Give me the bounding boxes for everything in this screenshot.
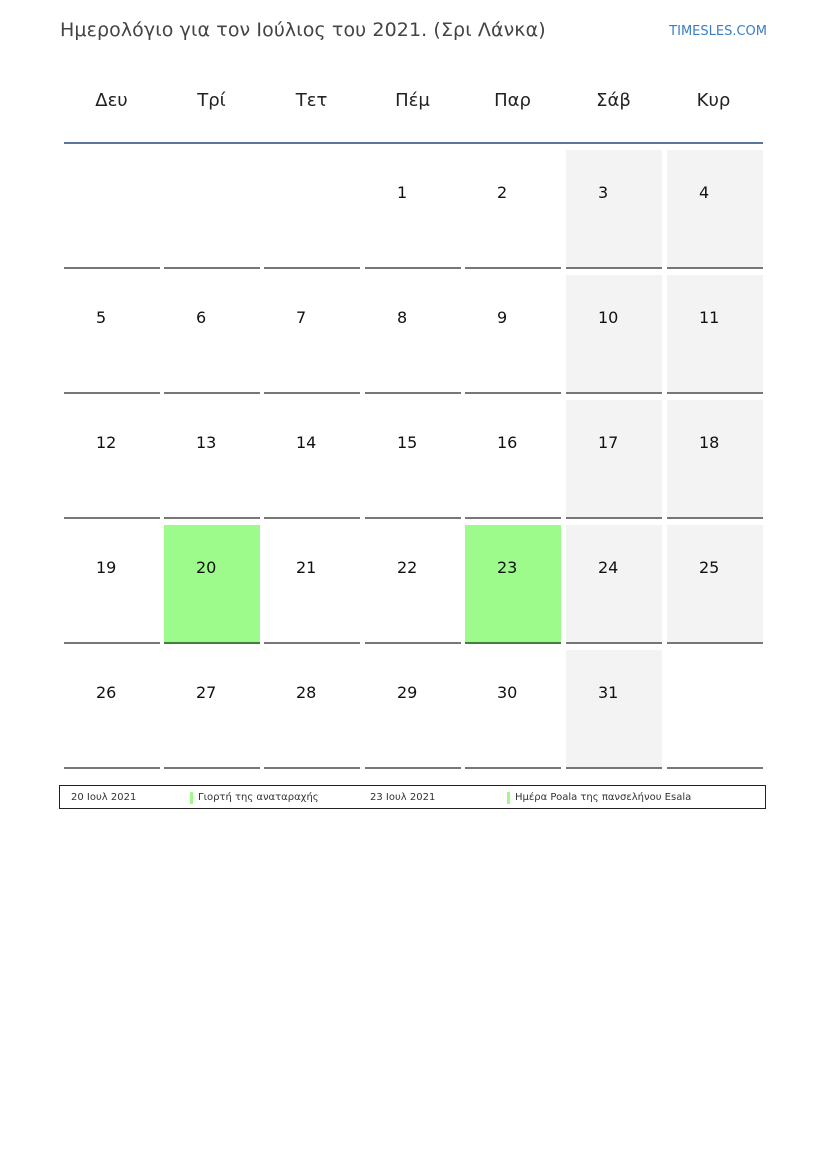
legend-date: 23 Ιουλ 2021 <box>370 792 436 803</box>
calendar-day-cell <box>667 275 763 394</box>
calendar-day-cell <box>64 275 160 394</box>
header-divider <box>64 142 763 144</box>
holiday-color-marker <box>190 792 193 804</box>
legend-holiday-name <box>507 792 691 803</box>
calendar-day-cell <box>264 275 360 394</box>
day-number: 2 <box>497 183 508 202</box>
day-number: 28 <box>296 683 317 702</box>
weekday-label: Πέμ <box>395 90 430 111</box>
calendar-day-cell <box>465 525 561 644</box>
calendar-day-cell <box>264 525 360 644</box>
day-number: 1 <box>397 183 408 202</box>
calendar-day-cell <box>566 275 662 394</box>
calendar-day-cell <box>667 150 763 269</box>
calendar-day-cell <box>667 525 763 644</box>
holiday-color-marker <box>507 792 510 804</box>
calendar-day-cell <box>64 650 160 769</box>
day-number: 31 <box>598 683 619 702</box>
legend-holiday-name <box>190 792 319 803</box>
calendar-grid <box>64 150 763 770</box>
legend-name-text: Ημέρα Poala της πανσελήνου Esala <box>515 792 692 803</box>
day-number: 4 <box>699 183 710 202</box>
day-number: 11 <box>699 308 720 327</box>
day-number: 25 <box>699 558 720 577</box>
day-number: 15 <box>397 433 418 452</box>
day-number: 9 <box>497 308 508 327</box>
calendar-day-cell <box>365 650 461 769</box>
calendar-day-cell <box>264 400 360 519</box>
calendar-day-cell <box>365 525 461 644</box>
day-number: 8 <box>397 308 408 327</box>
day-number: 18 <box>699 433 720 452</box>
calendar-day-cell <box>465 650 561 769</box>
day-number: 26 <box>96 683 117 702</box>
weekday-label: Κυρ <box>696 90 731 111</box>
calendar-day-cell <box>465 150 561 269</box>
day-number: 21 <box>296 558 317 577</box>
calendar-day-cell <box>566 400 662 519</box>
calendar-day-cell <box>164 400 260 519</box>
calendar-day-cell <box>64 400 160 519</box>
day-number: 22 <box>397 558 418 577</box>
day-number: 10 <box>598 308 619 327</box>
calendar-day-cell <box>164 150 260 269</box>
brand-link[interactable]: TIMESLES.COM <box>669 24 767 39</box>
day-number: 12 <box>96 433 117 452</box>
weekday-label: Τρί <box>197 90 226 111</box>
day-number: 16 <box>497 433 518 452</box>
day-number: 23 <box>497 558 518 577</box>
legend-date: 20 Ιουλ 2021 <box>71 792 137 803</box>
holiday-legend <box>59 785 766 809</box>
page-title: Ημερολόγιο για τον Ιούλιος του 2021. (Σρι Λάνκα) <box>60 19 546 41</box>
calendar-day-cell <box>465 400 561 519</box>
calendar-day-cell <box>365 150 461 269</box>
calendar-day-cell <box>164 525 260 644</box>
day-number: 13 <box>196 433 217 452</box>
calendar-day-cell <box>566 650 662 769</box>
calendar-day-cell <box>164 275 260 394</box>
day-number: 3 <box>598 183 609 202</box>
calendar-day-cell <box>667 400 763 519</box>
day-number: 17 <box>598 433 619 452</box>
weekday-label: Παρ <box>494 90 531 111</box>
day-number: 20 <box>196 558 217 577</box>
day-number: 5 <box>96 308 107 327</box>
weekday-label: Δευ <box>95 90 128 111</box>
calendar-day-cell <box>465 275 561 394</box>
calendar-day-cell <box>64 150 160 269</box>
day-number: 24 <box>598 558 619 577</box>
day-number: 7 <box>296 308 307 327</box>
calendar-day-cell <box>566 525 662 644</box>
weekday-label: Τετ <box>295 90 328 111</box>
day-number: 6 <box>196 308 207 327</box>
calendar-day-cell <box>164 650 260 769</box>
calendar-day-cell <box>264 150 360 269</box>
day-number: 14 <box>296 433 317 452</box>
calendar-day-cell <box>264 650 360 769</box>
weekday-label: Σάβ <box>596 90 631 111</box>
day-number: 29 <box>397 683 418 702</box>
day-number: 30 <box>497 683 518 702</box>
calendar-day-cell <box>566 150 662 269</box>
day-number: 19 <box>96 558 117 577</box>
calendar-day-cell <box>365 275 461 394</box>
day-number: 27 <box>196 683 217 702</box>
legend-name-text: Γιορτή της αναταραχής <box>198 792 319 803</box>
calendar-day-cell <box>64 525 160 644</box>
calendar-day-cell <box>365 400 461 519</box>
weekday-header <box>63 90 764 120</box>
calendar-day-cell <box>667 650 763 769</box>
